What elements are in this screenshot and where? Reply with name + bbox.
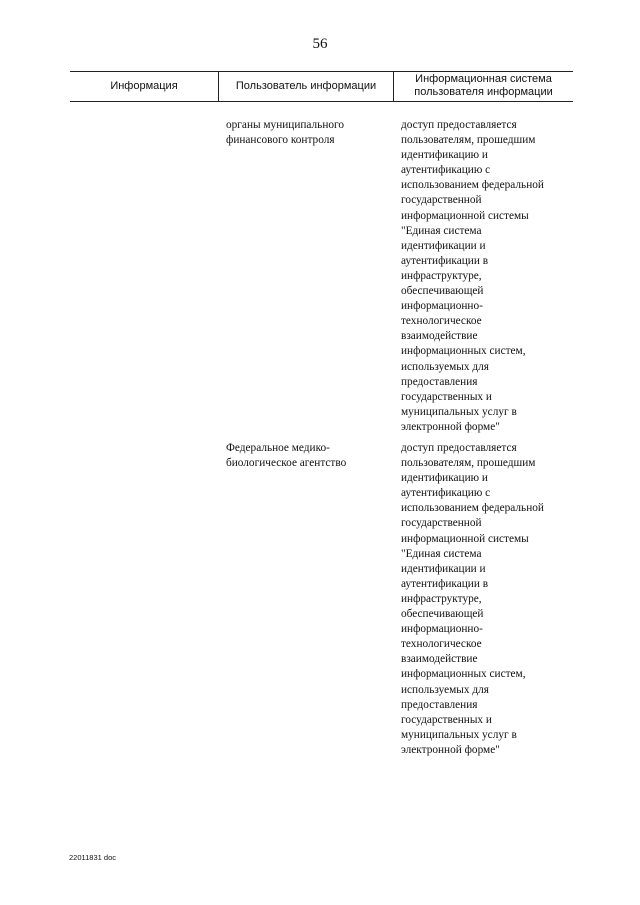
header-user: Пользователь информации (235, 80, 377, 92)
page-number: 56 (312, 36, 328, 52)
row-1-access: доступ предоставляется пользователям, прошедшим идентификацию и аутентификацию с использованием федеральной государственной информационной системы "Единая система идентификации и аутентификации в инфраструктуре, обеспечивающей информационно- технологическое взаимодействие информационных систем, используемых для предоставления государственных и муниципальных услуг в электронной форме" (401, 119, 544, 433)
header-system: Информационная система пользователя информации (414, 73, 553, 98)
row-1-user: органы муниципального финансового контроля (226, 119, 345, 147)
header-bottom-border (70, 101, 573, 102)
header-info: Информация (110, 80, 178, 92)
row-2-access: доступ предоставляется пользователям, прошедшим идентификацию и аутентификацию с использованием федеральной государственной информационной системы "Единая система идентификации и аутентификации в инфраструктуре, обеспечивающей информационно- технологическое взаимодействие информационных систем, используемых для предоставления государственных и муниципальных услуг в электронной форме" (401, 442, 544, 756)
row-2-user: Федеральное медико- биологическое агентство (226, 442, 347, 470)
document-code: 22011831 doc (69, 853, 116, 862)
table-top-border (70, 71, 573, 72)
